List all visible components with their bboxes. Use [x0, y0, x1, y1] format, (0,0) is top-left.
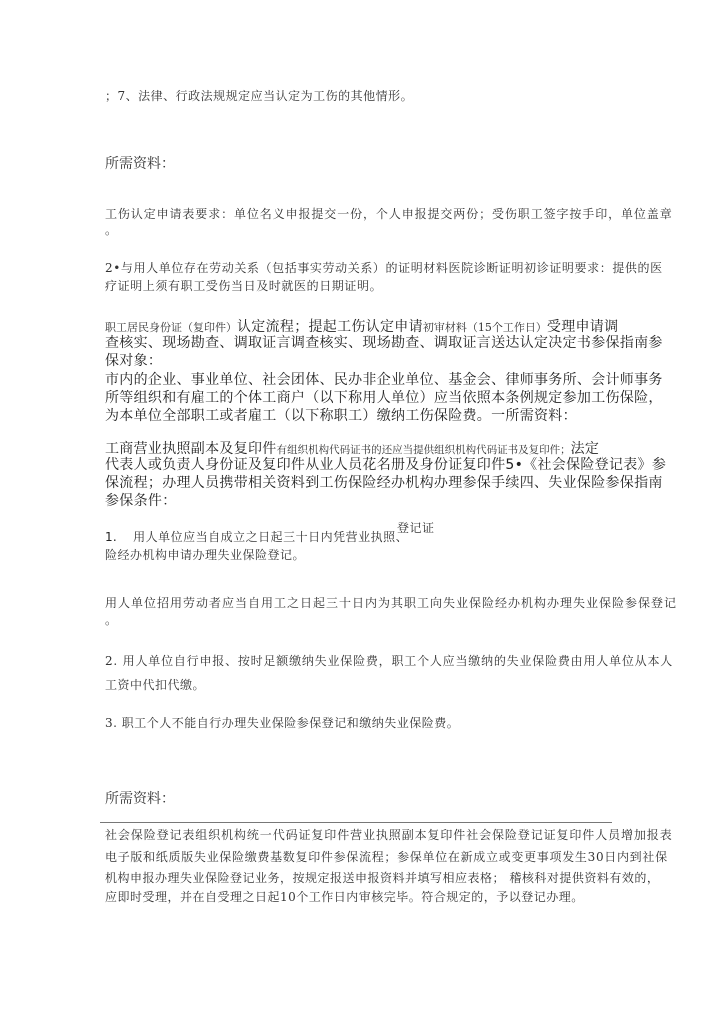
text-line: 险经办机构申请办理失业保险登记。 [105, 548, 306, 562]
section-heading: 所需资料： [105, 791, 175, 807]
text-line: 社会保险登记表组织机构统一代码证复印件营业执照副本复印件社会保险登记证复印件人员增加报表 [105, 828, 673, 842]
text-span: 初审材料（15个工作日） [422, 321, 547, 334]
text-line: 。 [105, 613, 118, 627]
text-span: 有组织机构代码证书的还应当提供组织机构代码证书及复印件； [276, 444, 571, 456]
text-span: 用人单位应当自成立之日起三十日内凭营业执照、 [133, 530, 409, 544]
text-line: 3. 职工个人不能自行办理失业保险参保登记和缴纳失业保险费。 [105, 716, 460, 730]
text-span: 工商营业执照副本及复印件 [105, 441, 277, 457]
text-line: 代表人或负责人身份证及复印件从业人员花名册及身份证复印件5•《社会保险登记表》参 [105, 457, 667, 473]
section-heading: 所需资料： [105, 156, 175, 172]
text-line: 用人单位招用劳动者应当自用工之日起三十日内为其职工向失业保险经办机构办理失业保险参保登记 [105, 596, 678, 610]
text-line: 参保条件： [105, 493, 177, 509]
text-line [105, 528, 408, 544]
text-line: 保流程；办理人员携带相关资料到工伤保险经办机构办理参保手续四、失业保险参保指南 [105, 475, 663, 491]
text-line: 工资中代扣代缴。 [105, 678, 206, 692]
text-line: 市内的企业、事业单位、社会团体、民办非企业单位、基金会、律师事务所、会计师事务 [105, 372, 663, 388]
text-line: ；7、法律、行政法规规定应当认定为工伤的其他情形。 [105, 89, 414, 103]
text-line: 2. 用人单位自行申报、按时足额缴纳失业保险费，职工个人应当缴纳的失业保险费由用人单位从本人 [105, 654, 674, 668]
text-line: 应即时受理，并在自受理之日起10个工作日内审核完毕。符合规定的，予以登记办理。 [105, 890, 584, 904]
text-line: 。 [105, 223, 118, 237]
text-span: 受理申请调 [546, 319, 619, 335]
text-line: 2•与用人单位存在劳动关系（包括事实劳动关系）的证明材料医院诊断证明初诊证明要求：提供的医 [105, 261, 663, 275]
text-line [105, 440, 599, 456]
list-number: 1. [105, 530, 118, 544]
text-span: 法定 [570, 441, 600, 457]
text-note: 登记证 [397, 521, 435, 535]
text-span: 认定流程；提起工伤认定申请 [237, 319, 423, 335]
divider [100, 822, 612, 823]
text-line: 为本单位全部职工或者雇工（以下称职工）缴纳工伤保险费。一所需资料： [105, 408, 577, 424]
text-line: 保对象： [105, 353, 163, 369]
text-line [105, 318, 618, 334]
text-line: 查核实、现场勘查、调取证言调查核实、现场勘查、调取证言送达认定决定书参保指南参 [105, 335, 663, 351]
text-line: 所等组织和有雇工的个体工商户（以下称用人单位）应当依照本条例规定参加工伤保险， [105, 390, 663, 406]
text-line: 机构申报办理失业保险登记业务，按规定报送申报资料并填写相应表格； 稽核科对提供资料有效的， [105, 871, 660, 885]
text-span: 职工居民身份证（复印件） [105, 321, 237, 334]
text-line: 疗证明上须有职工受伤当日及时就医的日期证明。 [105, 279, 383, 293]
text-line: 电子版和纸质版失业保险缴费基数复印件参保流程；参保单位在新成立或变更事项发生30日内到社保 [105, 850, 668, 864]
text-line: 工伤认定申请表要求：单位名义申报提交一份，个人申报提交两份；受伤职工签字按手印，单位盖章 [105, 207, 673, 221]
